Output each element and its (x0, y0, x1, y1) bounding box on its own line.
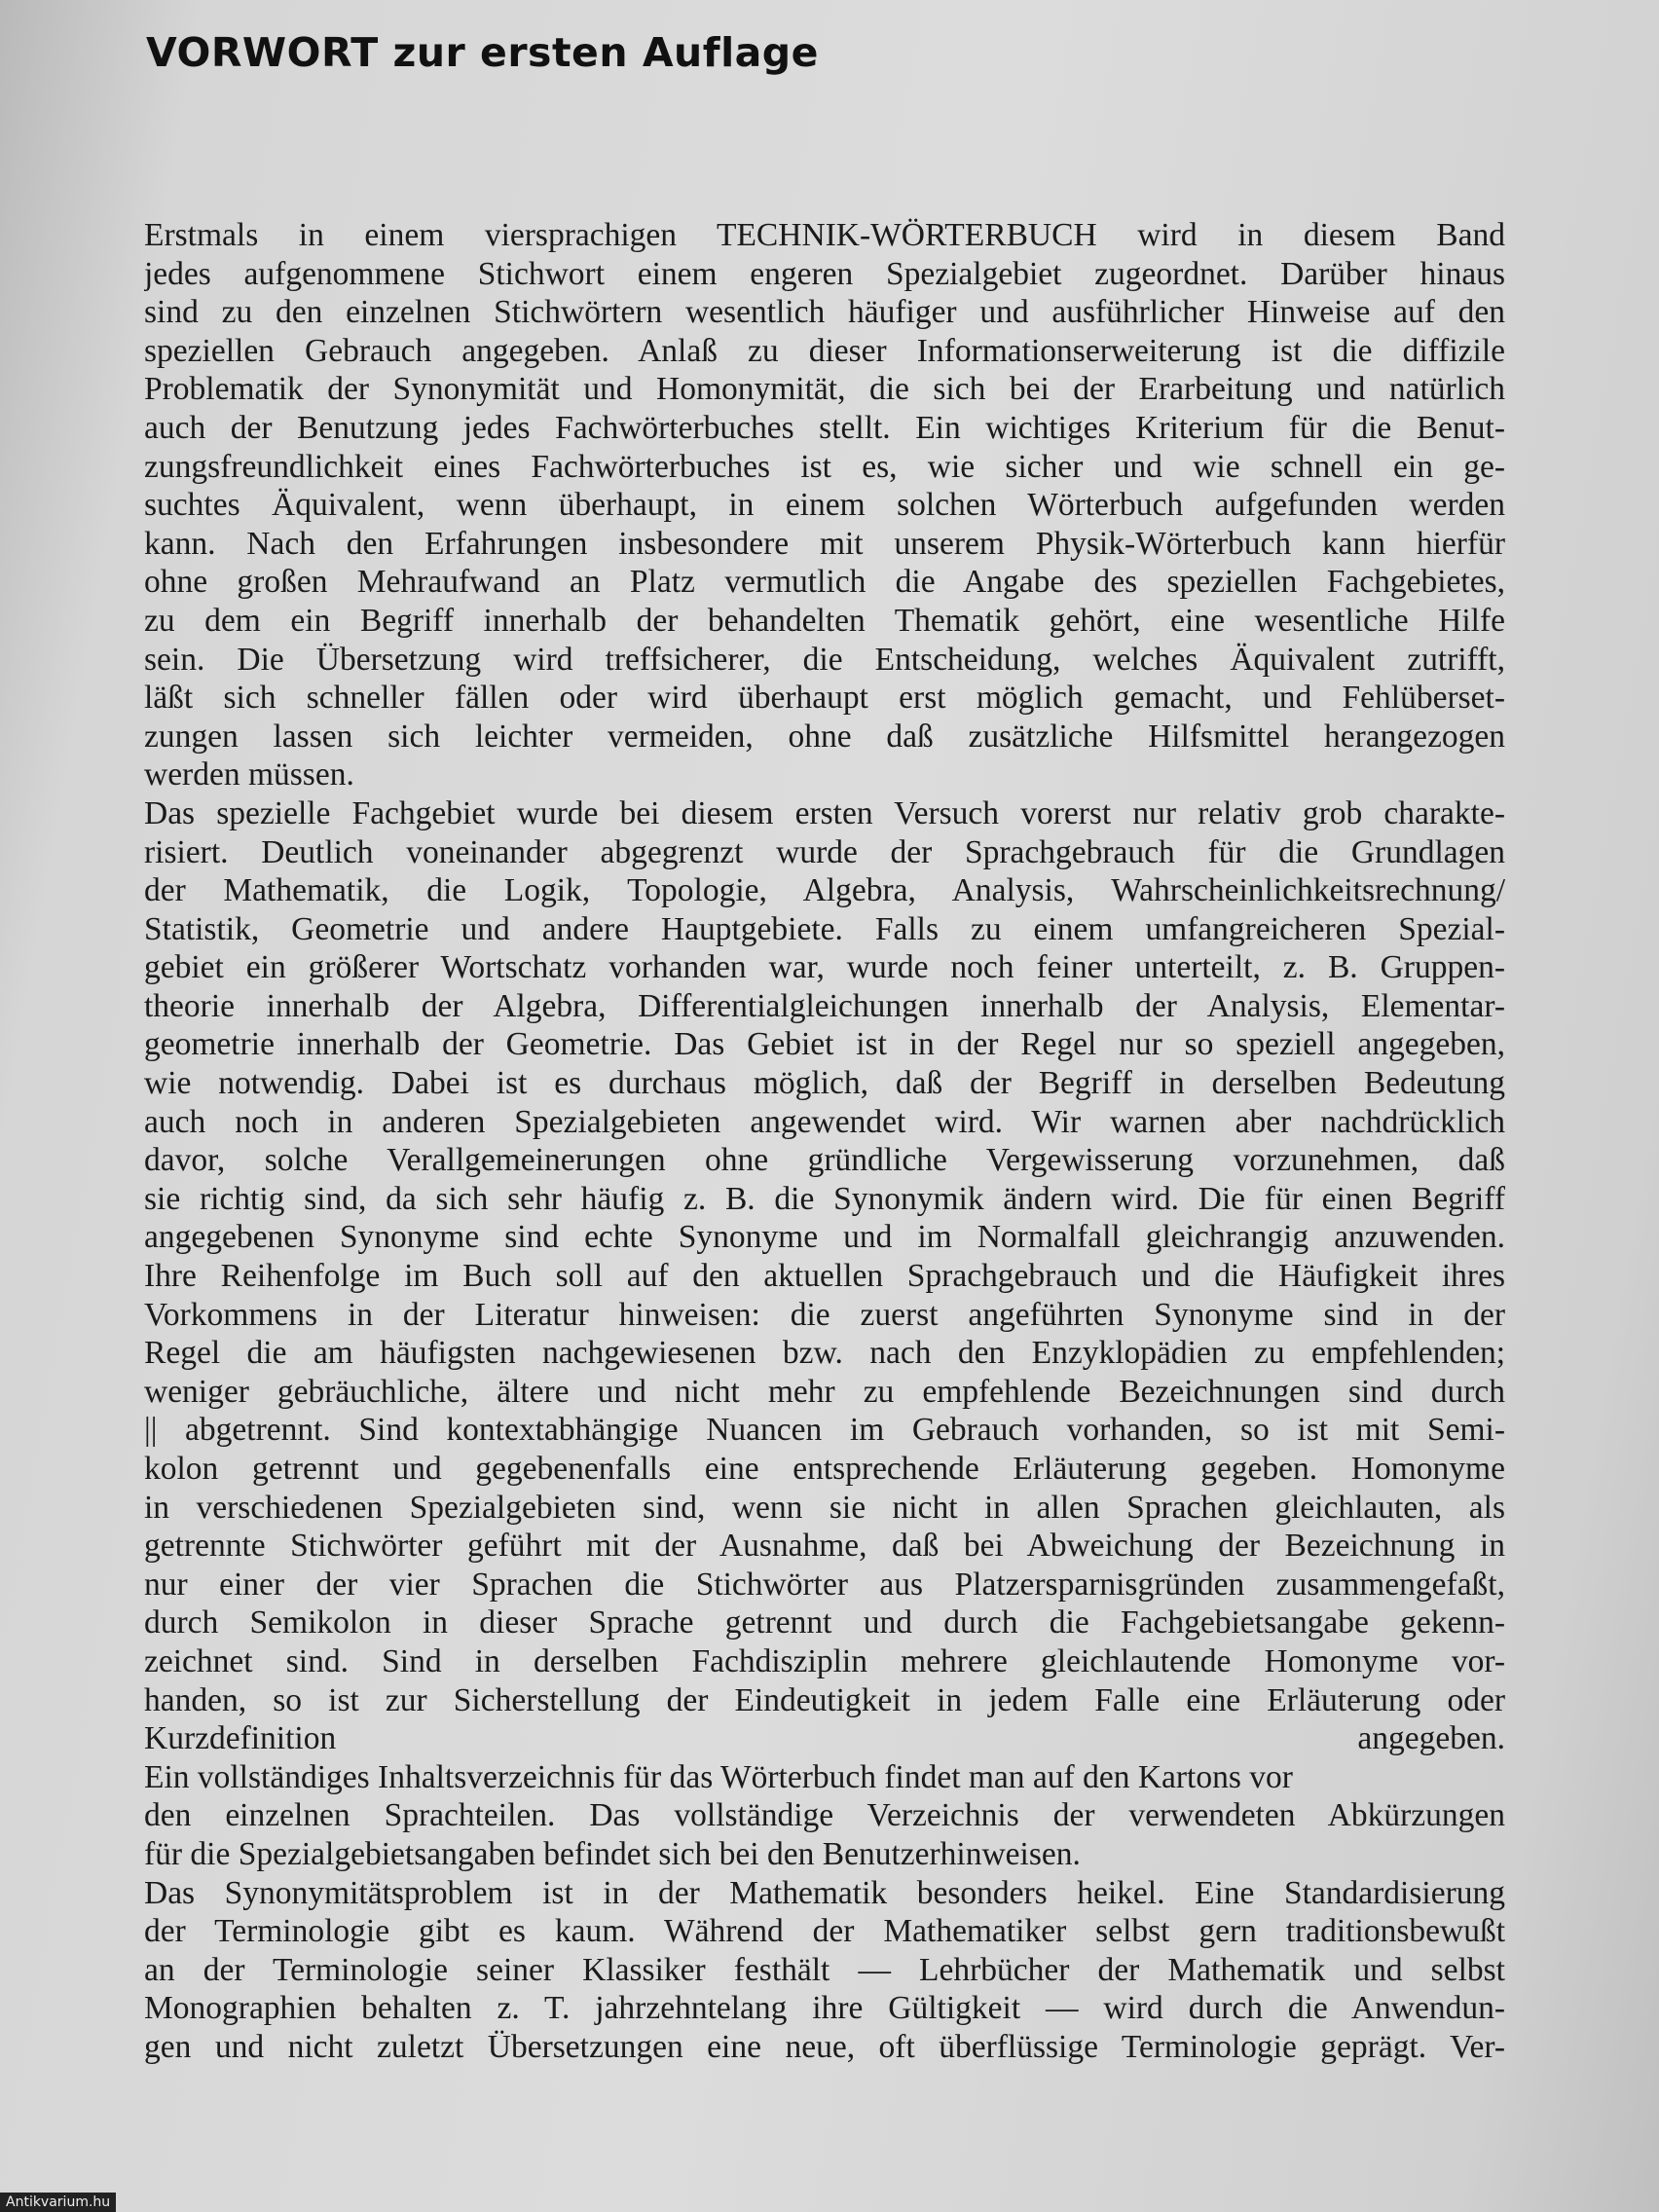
text-line: Erstmals in einem viersprachigen TECHNIK-WÖRTERBUCH wird in diesem Band (144, 217, 1505, 253)
text-line: gebiet ein größerer Wortschatz vorhanden war, wurde noch feiner unterteilt, z. B. Gruppen- (144, 949, 1505, 986)
page-title: VORWORT zur ersten Auflage (146, 29, 819, 76)
text-line: ohne großen Mehraufwand an Platz vermutlich die Angabe des speziellen Fachgebietes, (144, 564, 1505, 601)
text-line: sie richtig sind, da sich sehr häufig z. B. die Synonymik ändern wird. Die für einen Begriff (144, 1180, 1505, 1217)
text-line: zu dem ein Begriff innerhalb der behandelten Thematik gehört, eine wesentliche Hilfe (144, 602, 1505, 639)
text-line: zungen lassen sich leichter vermeiden, ohne daß zusätzliche Hilfsmittel herangezogen (144, 718, 1505, 755)
text-line: angegebenen Synonyme sind echte Synonyme und im Normalfall gleichrangig anzuwenden. (144, 1219, 1505, 1256)
text-line: der Mathematik, die Logik, Topologie, Algebra, Analysis, Wahrscheinlichkeitsrechnung/ (144, 872, 1505, 909)
text-line: geometrie innerhalb der Geometrie. Das Gebiet ist in der Regel nur so speziell angegeben, (144, 1026, 1505, 1063)
text-line: Kurzdefinition angegeben. (144, 1720, 1505, 1757)
preface-body (144, 216, 1505, 2067)
text-line: getrennte Stichwörter geführt mit der Ausnahme, daß bei Abweichung der Bezeichnung in (144, 1528, 1505, 1565)
text-line: den einzelnen Sprachteilen. Das vollständige Verzeichnis der verwendeten Abkürzungen (144, 1797, 1505, 1834)
text-line: kolon getrennt und gegebenenfalls eine entsprechende Erläuterung gegeben. Homonyme (144, 1451, 1505, 1487)
text-line: Ihre Reihenfolge im Buch soll auf den aktuellen Sprachgebrauch und die Häufigkeit ihres (144, 1258, 1505, 1295)
text-line: Statistik, Geometrie und andere Hauptgebiete. Falls zu einem umfangreicheren Spezial- (144, 910, 1505, 947)
text-line: Vorkommens in der Literatur hinweisen: die zuerst angeführten Synonyme sind in der (144, 1296, 1505, 1333)
text-line: nur einer der vier Sprachen die Stichwörter aus Platzersparnisgründen zusammengefaßt, (144, 1566, 1505, 1603)
text-line: weniger gebräuchliche, ältere und nicht mehr zu empfehlende Bezeichnungen sind durch (144, 1373, 1505, 1410)
text-line: risiert. Deutlich voneinander abgegrenzt wurde der Sprachgebrauch für die Grundlagen (144, 833, 1505, 870)
text-line: Monographien behalten z. T. jahrzehntelang ihre Gültigkeit — wird durch die Anwendun- (144, 1990, 1505, 2027)
text-line: kann. Nach den Erfahrungen insbesondere mit unserem Physik-Wörterbuch kann hierfür (144, 525, 1505, 562)
text-line: speziellen Gebrauch angegeben. Anlaß zu dieser Informationserweiterung ist die diffizile (144, 332, 1505, 369)
text-line: suchtes Äquivalent, wenn überhaupt, in einem solchen Wörterbuch aufgefunden werden (144, 487, 1505, 524)
text-line: in verschiedenen Spezialgebieten sind, wenn sie nicht in allen Sprachen gleichlauten, als (144, 1489, 1505, 1526)
text-line: theorie innerhalb der Algebra, Differentialgleichungen innerhalb der Analysis, Elementar- (144, 987, 1505, 1024)
text-line: zungsfreundlichkeit eines Fachwörterbuches ist es, wie sicher und wie schnell ein ge- (144, 448, 1505, 485)
watermark: Antikvarium.hu (0, 2193, 116, 2212)
text-line: Das Synonymitätsproblem ist in der Mathematik besonders heikel. Eine Standardisierung (144, 1874, 1505, 1911)
text-line: || abgetrennt. Sind kontextabhängige Nuancen im Gebrauch vorhanden, so ist mit Semi- (144, 1412, 1505, 1449)
text-line: handen, so ist zur Sicherstellung der Eindeutigkeit in jedem Falle eine Erläuterung oder (144, 1681, 1505, 1718)
text-line: werden müssen. (144, 756, 354, 793)
text-line: auch der Benutzung jedes Fachwörterbuches stellt. Ein wichtiges Kriterium für die Benut- (144, 409, 1505, 446)
text-line: Problematik der Synonymität und Homonymität, die sich bei der Erarbeitung und natürlich (144, 371, 1505, 408)
text-line: Das spezielle Fachgebiet wurde bei diesem ersten Versuch vorerst nur relativ grob charakte- (144, 794, 1505, 831)
text-line: für die Spezialgebietsangaben befindet sich bei den Benutzerhinweisen. (144, 1835, 1081, 1872)
text-line: davor, solche Verallgemeinerungen ohne gründliche Vergewisserung vorzunehmen, daß (144, 1142, 1505, 1179)
text-line: Regel die am häufigsten nachgewiesenen bzw. nach den Enzyklopädien zu empfehlenden; (144, 1335, 1505, 1372)
text-line: Ein vollständiges Inhaltsverzeichnis für das Wörterbuch findet man auf den Kartons vor (144, 1758, 1293, 1795)
text-line: läßt sich schneller fällen oder wird überhaupt erst möglich gemacht, und Fehlüberset- (144, 680, 1505, 717)
text-line: wie notwendig. Dabei ist es durchaus möglich, daß der Begriff in derselben Bedeutung (144, 1065, 1505, 1102)
text-line: der Terminologie gibt es kaum. Während der Mathematiker selbst gern traditionsbewußt (144, 1913, 1505, 1950)
text-line: gen und nicht zuletzt Übersetzungen eine neue, oft überflüssige Terminologie geprägt. Ver- (144, 2028, 1505, 2065)
text-line: sind zu den einzelnen Stichwörtern wesentlich häufiger und ausführlicher Hinweise auf den (144, 294, 1505, 331)
text-line: an der Terminologie seiner Klassiker festhält — Lehrbücher der Mathematik und selbst (144, 1951, 1505, 1988)
text-line: zeichnet sind. Sind in derselben Fachdisziplin mehrere gleichlautende Homonyme vor- (144, 1642, 1505, 1679)
text-line: durch Semikolon in dieser Sprache getrennt und durch die Fachgebietsangabe gekenn- (144, 1604, 1505, 1641)
text-line: jedes aufgenommene Stichwort einem engeren Spezialgebiet zugeordnet. Darüber hinaus (144, 255, 1505, 292)
text-line: sein. Die Übersetzung wird treffsicherer, die Entscheidung, welches Äquivalent zutrifft, (144, 641, 1505, 678)
text-line: auch noch in anderen Spezialgebieten angewendet wird. Wir warnen aber nachdrücklich (144, 1103, 1505, 1140)
